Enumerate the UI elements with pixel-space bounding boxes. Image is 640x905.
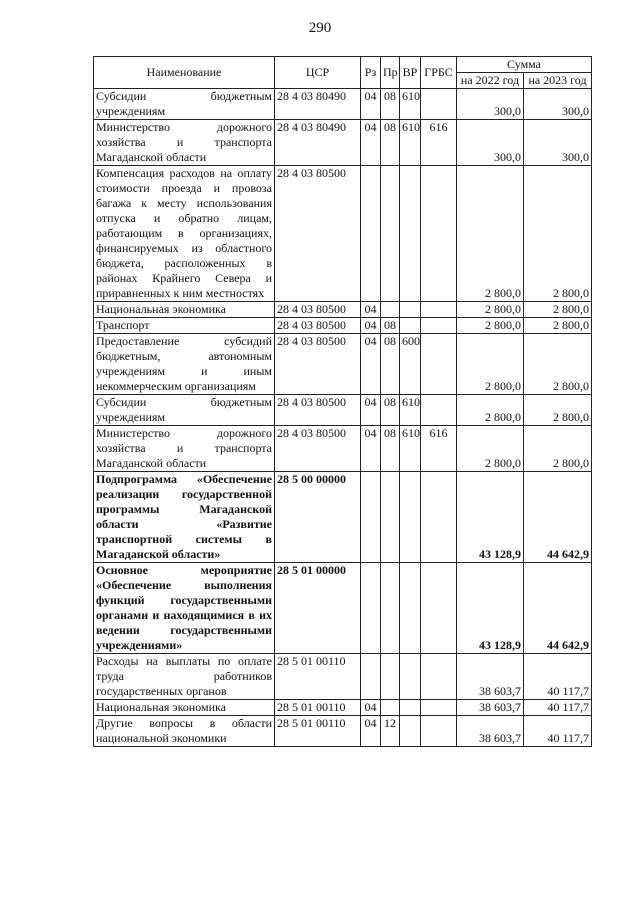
row-grbs (421, 334, 457, 395)
table-row (94, 472, 592, 563)
table-row (94, 166, 592, 302)
header-year-2023: на 2023 год (524, 73, 592, 89)
row-csr: 28 5 01 00110 (275, 716, 361, 747)
row-name: Субсидии бюджетным учреждениям (94, 395, 275, 426)
row-name: Министерство дорожного хозяйства и транспорта Магаданской области (94, 120, 275, 166)
header-pr: Пр (381, 57, 400, 89)
row-value-2023: 44 642,9 (524, 472, 592, 563)
row-grbs: 616 (421, 120, 457, 166)
row-pr (381, 472, 400, 563)
row-pr: 08 (381, 89, 400, 120)
row-value-2022: 2 800,0 (457, 166, 524, 302)
row-value-2023: 40 117,7 (524, 700, 592, 716)
row-value-2022: 300,0 (457, 120, 524, 166)
header-vr: ВР (400, 57, 421, 89)
row-csr: 28 5 01 00000 (275, 563, 361, 654)
row-pr: 08 (381, 318, 400, 334)
row-value-2023: 2 800,0 (524, 318, 592, 334)
row-value-2023: 2 800,0 (524, 302, 592, 318)
row-rz: 04 (361, 395, 381, 426)
header-sum: Сумма (457, 57, 592, 73)
row-vr: 610 (400, 426, 421, 472)
row-value-2022: 38 603,7 (457, 700, 524, 716)
row-vr (400, 302, 421, 318)
row-pr (381, 302, 400, 318)
row-value-2023: 2 800,0 (524, 426, 592, 472)
row-vr (400, 472, 421, 563)
row-name: Национальная экономика (94, 302, 275, 318)
row-value-2022: 300,0 (457, 89, 524, 120)
table-row (94, 395, 592, 426)
row-value-2022: 43 128,9 (457, 563, 524, 654)
row-rz (361, 166, 381, 302)
row-name: Министерство дорожного хозяйства и транспорта Магаданской области (94, 426, 275, 472)
row-value-2023: 300,0 (524, 120, 592, 166)
row-value-2023: 300,0 (524, 89, 592, 120)
row-name: Национальная экономика (94, 700, 275, 716)
row-name: Субсидии бюджетным учреждениям (94, 89, 275, 120)
row-pr (381, 700, 400, 716)
row-csr: 28 4 03 80490 (275, 120, 361, 166)
row-csr: 28 4 03 80500 (275, 302, 361, 318)
table-row (94, 426, 592, 472)
row-grbs (421, 166, 457, 302)
row-value-2023: 40 117,7 (524, 654, 592, 700)
row-rz (361, 654, 381, 700)
row-csr: 28 4 03 80500 (275, 395, 361, 426)
row-vr: 600 (400, 334, 421, 395)
header-rz: Рз (361, 57, 381, 89)
row-vr: 610 (400, 89, 421, 120)
row-grbs (421, 89, 457, 120)
row-csr: 28 4 03 80500 (275, 426, 361, 472)
row-csr: 28 5 00 00000 (275, 472, 361, 563)
row-name: Транспорт (94, 318, 275, 334)
table-row (94, 334, 592, 395)
row-name: Предоставление субсидий бюджетным, автономным учреждениям и иным некоммерческим организациям (94, 334, 275, 395)
row-rz: 04 (361, 302, 381, 318)
row-csr: 28 4 03 80500 (275, 166, 361, 302)
table-row (94, 654, 592, 700)
row-csr: 28 4 03 80490 (275, 89, 361, 120)
table-row (94, 563, 592, 654)
header-year-2022: на 2022 год (457, 73, 524, 89)
row-value-2023: 2 800,0 (524, 334, 592, 395)
table-row (94, 120, 592, 166)
row-name: Компенсация расходов на оплату стоимости проезда и провоза багажа к месту использования отпуска и обратно лицам, работающим в организациях, финансируемых из областного бюджета, расположенных в районах Крайнего Севера и приравненных к ним местностях (94, 166, 275, 302)
row-pr: 08 (381, 395, 400, 426)
header-csr: ЦСР (275, 57, 361, 89)
row-name: Подпрограмма «Обеспечение реализации государственной программы Магаданской области «Развитие транспортной системы в Магаданской области» (94, 472, 275, 563)
row-value-2023: 2 800,0 (524, 395, 592, 426)
header-name: Наименование (94, 57, 275, 89)
row-pr (381, 654, 400, 700)
row-vr (400, 318, 421, 334)
row-grbs (421, 318, 457, 334)
row-grbs (421, 700, 457, 716)
row-name: Расходы на выплаты по оплате труда работников государственных органов (94, 654, 275, 700)
row-name: Другие вопросы в области национальной экономики (94, 716, 275, 747)
row-value-2022: 2 800,0 (457, 426, 524, 472)
row-vr (400, 700, 421, 716)
row-rz: 04 (361, 716, 381, 747)
row-value-2022: 38 603,7 (457, 654, 524, 700)
row-pr: 08 (381, 334, 400, 395)
row-value-2022: 2 800,0 (457, 302, 524, 318)
row-vr (400, 166, 421, 302)
row-csr: 28 4 03 80500 (275, 334, 361, 395)
row-value-2022: 43 128,9 (457, 472, 524, 563)
row-pr: 08 (381, 426, 400, 472)
page-number: 290 (308, 20, 332, 36)
budget-table (93, 56, 592, 747)
row-name: Основное мероприятие «Обеспечение выполнения функций государственными органами и находящимися в их ведении государственными учреждениями» (94, 563, 275, 654)
row-value-2023: 40 117,7 (524, 716, 592, 747)
table-row (94, 318, 592, 334)
row-rz: 04 (361, 318, 381, 334)
row-rz: 04 (361, 700, 381, 716)
row-rz: 04 (361, 334, 381, 395)
row-csr: 28 5 01 00110 (275, 700, 361, 716)
table-row (94, 302, 592, 318)
row-pr (381, 166, 400, 302)
header-grbs: ГРБС (421, 57, 457, 89)
row-rz (361, 563, 381, 654)
row-vr: 610 (400, 395, 421, 426)
row-value-2023: 44 642,9 (524, 563, 592, 654)
row-pr (381, 563, 400, 654)
row-grbs (421, 563, 457, 654)
row-grbs (421, 472, 457, 563)
row-rz (361, 472, 381, 563)
row-vr (400, 716, 421, 747)
row-vr (400, 563, 421, 654)
row-value-2022: 38 603,7 (457, 716, 524, 747)
row-grbs (421, 716, 457, 747)
row-pr: 12 (381, 716, 400, 747)
row-csr: 28 5 01 00110 (275, 654, 361, 700)
row-value-2022: 2 800,0 (457, 395, 524, 426)
table-row (94, 716, 592, 747)
row-rz: 04 (361, 89, 381, 120)
row-value-2022: 2 800,0 (457, 318, 524, 334)
row-value-2023: 2 800,0 (524, 166, 592, 302)
row-grbs (421, 654, 457, 700)
row-csr: 28 4 03 80500 (275, 318, 361, 334)
table-row (94, 700, 592, 716)
row-rz: 04 (361, 426, 381, 472)
row-grbs (421, 395, 457, 426)
row-grbs: 616 (421, 426, 457, 472)
row-grbs (421, 302, 457, 318)
table-row (94, 89, 592, 120)
row-value-2022: 2 800,0 (457, 334, 524, 395)
row-vr (400, 654, 421, 700)
row-rz: 04 (361, 120, 381, 166)
row-vr: 610 (400, 120, 421, 166)
row-pr: 08 (381, 120, 400, 166)
